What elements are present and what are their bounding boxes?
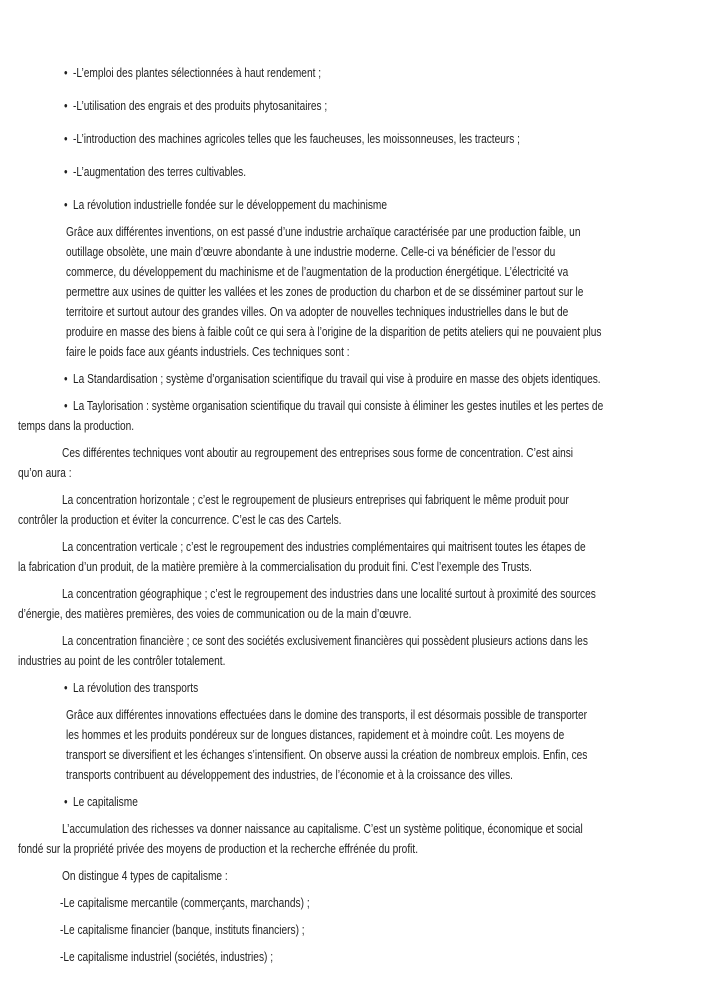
line-text: qu’on aura :	[18, 465, 72, 480]
bullet-item	[18, 396, 708, 436]
line-text: temps dans la production.	[18, 418, 135, 433]
text-run	[18, 416, 134, 436]
bullet-icon: •	[64, 371, 68, 386]
text-line	[18, 920, 708, 940]
bullet-item	[18, 678, 708, 698]
bullet-icon: •	[64, 398, 68, 413]
text-line	[18, 302, 708, 322]
bullet-icon: •	[64, 98, 68, 113]
line-text: La Taylorisation : système organisation scientifique du travail qui consiste à éliminer les gestes inutiles et les pertes de	[73, 398, 604, 413]
text-run	[62, 866, 228, 886]
line-text: d’énergie, des matières premières, des voies de communication ou de la main d’œuvre.	[18, 606, 412, 621]
line-text: La Standardisation ; système d’organisation scientifique du travail qui vise à produire en masse des objets identiques.	[73, 371, 601, 386]
line-text: La concentration géographique ; c’est le regroupement des industries dans une localité surtout à proximité des sources	[62, 586, 596, 601]
text-run	[62, 631, 588, 651]
text-line	[18, 242, 708, 262]
text-run	[64, 195, 387, 215]
text-run	[66, 705, 587, 725]
indented-paragraph	[18, 222, 708, 362]
text-line	[18, 604, 708, 624]
bullet-item	[18, 792, 708, 812]
indented-paragraph	[18, 705, 708, 785]
line-text: Grâce aux différentes inventions, on est passé d’une industrie archaïque caractérisée par une production faible, un	[66, 224, 581, 239]
text-line	[18, 631, 708, 651]
text-line	[18, 282, 708, 302]
dash-item	[18, 947, 708, 967]
text-line	[18, 792, 708, 812]
paragraph	[18, 537, 708, 577]
text-run	[62, 819, 583, 839]
text-line	[18, 866, 708, 886]
text-line	[18, 839, 708, 859]
text-run	[66, 342, 350, 362]
text-line	[18, 705, 708, 725]
text-run	[64, 678, 198, 698]
text-run	[64, 396, 603, 416]
text-line	[18, 947, 708, 967]
line-text: territoire et surtout autour des grandes villes. On va adopter de nouvelles techniques industrielles dans le but de	[66, 304, 569, 319]
text-run	[62, 490, 569, 510]
text-run	[64, 129, 520, 149]
text-line	[18, 745, 708, 765]
text-run	[66, 765, 513, 785]
line-text: les hommes et les produits pondéreux sur de longues distances, rapidement et à moindre coût. Les moyens de	[66, 727, 565, 742]
line-text: La révolution industrielle fondée sur le développement du machinisme	[73, 197, 387, 212]
line-text: -Le capitalisme mercantile (commerçants, marchands) ;	[60, 895, 310, 910]
text-line	[18, 490, 708, 510]
bullet-item	[18, 162, 708, 182]
line-text: -L’introduction des machines agricoles telles que les faucheuses, les moissonneuses, les tracteurs ;	[73, 131, 520, 146]
paragraph	[18, 819, 708, 859]
text-line	[18, 893, 708, 913]
bullet-item	[18, 369, 708, 389]
text-run	[66, 725, 564, 745]
text-line	[18, 819, 708, 839]
line-text: -Le capitalisme financier (banque, instituts financiers) ;	[60, 922, 305, 937]
text-run	[62, 584, 596, 604]
line-text: La concentration verticale ; c’est le regroupement des industries complémentaires qui maitrisent toutes les étapes de	[62, 539, 586, 554]
text-run	[18, 839, 418, 859]
text-run	[66, 282, 583, 302]
line-text: Ces différentes techniques vont aboutir au regroupement des entreprises sous forme de concentration. C’est ainsi	[62, 445, 574, 460]
text-line	[18, 416, 708, 436]
text-line	[18, 765, 708, 785]
line-text: industries au point de les contrôler totalement.	[18, 653, 226, 668]
text-run	[64, 96, 327, 116]
text-line	[18, 725, 708, 745]
paragraph	[18, 490, 708, 530]
line-text: Grâce aux différentes innovations effectuées dans le domine des transports, il est désormais possible de transporter	[66, 707, 588, 722]
line-text: La concentration financière ; ce sont des sociétés exclusivement financières qui possèdent plusieurs actions dans les	[62, 633, 588, 648]
text-run	[18, 651, 225, 671]
bullet-item	[18, 96, 708, 116]
line-text: -Le capitalisme industriel (sociétés, industries) ;	[60, 949, 274, 964]
text-line	[18, 96, 708, 116]
text-line	[18, 443, 708, 463]
text-line	[18, 342, 708, 362]
bullet-item	[18, 129, 708, 149]
text-line	[18, 584, 708, 604]
text-run	[18, 463, 72, 483]
line-text: produire en masse des biens à faible coût ce qui sera à l’origine de la disparition de petits ateliers qui ne pouvaient plus	[66, 324, 602, 339]
text-line	[18, 396, 708, 416]
text-line	[18, 262, 708, 282]
text-line	[18, 557, 708, 577]
line-text: fondé sur la propriété privée des moyens de production et la recherche effrénée du profit.	[18, 841, 419, 856]
text-run	[66, 242, 555, 262]
text-run	[66, 745, 587, 765]
line-text: L’accumulation des richesses va donner naissance au capitalisme. C’est un système politique, économique et social	[62, 821, 583, 836]
text-run	[18, 557, 532, 577]
bullet-item	[18, 195, 708, 215]
text-run	[18, 510, 342, 530]
line-text: faire le poids face aux géants industriels. Ces techniques sont :	[66, 344, 350, 359]
line-text: outillage obsolète, une main d’œuvre abondante à une industrie moderne. Celle-ci va bénéficier de l’essor du	[66, 244, 556, 259]
line-text: La révolution des transports	[73, 680, 199, 695]
text-run	[18, 604, 411, 624]
text-line	[18, 222, 708, 242]
bullet-icon: •	[64, 680, 68, 695]
text-run	[64, 369, 601, 389]
line-text: La concentration horizontale ; c’est le regroupement de plusieurs entreprises qui fabriquent le même produit pour	[62, 492, 569, 507]
dash-item	[18, 893, 708, 913]
text-line	[18, 651, 708, 671]
text-run	[64, 162, 246, 182]
text-line	[18, 195, 708, 215]
text-run	[64, 63, 321, 83]
bullet-icon: •	[64, 131, 68, 146]
text-line	[18, 369, 708, 389]
line-text: la fabrication d’un produit, de la matière première à la commercialisation du produit fini. C’est l’exemple des Trusts.	[18, 559, 533, 574]
line-text: Le capitalisme	[73, 794, 138, 809]
text-run	[66, 262, 568, 282]
line-text: transport se diversifient et les échanges s’intensifient. On observe aussi la création de nombreux emplois. Enfin, ces	[66, 747, 588, 762]
text-line	[18, 463, 708, 483]
bullet-item	[18, 63, 708, 83]
paragraph	[18, 443, 708, 483]
bullet-icon: •	[64, 65, 68, 80]
text-run	[62, 537, 586, 557]
text-run	[62, 443, 573, 463]
text-line	[18, 510, 708, 530]
bullet-icon: •	[64, 164, 68, 179]
line-text: contrôler la production et éviter la concurrence. C’est le cas des Cartels.	[18, 512, 342, 527]
bullet-icon: •	[64, 794, 68, 809]
text-line	[18, 678, 708, 698]
line-text: permettre aux usines de quitter les vallées et les zones de production du charbon et de se disséminer partout sur le	[66, 284, 584, 299]
text-run	[60, 893, 310, 913]
line-text: -L’emploi des plantes sélectionnées à haut rendement ;	[73, 65, 322, 80]
paragraph	[18, 866, 708, 886]
paragraph	[18, 631, 708, 671]
line-text: -L’utilisation des engrais et des produits phytosanitaires ;	[73, 98, 328, 113]
line-text: -L’augmentation des terres cultivables.	[73, 164, 247, 179]
line-text: transports contribuent au développement des industries, de l’économie et à la croissance des villes.	[66, 767, 513, 782]
bullet-icon: •	[64, 197, 68, 212]
text-line	[18, 129, 708, 149]
text-line	[18, 162, 708, 182]
text-line	[18, 322, 708, 342]
text-run	[64, 792, 138, 812]
text-line	[18, 63, 708, 83]
text-line	[18, 537, 708, 557]
text-run	[66, 222, 580, 242]
text-run	[66, 322, 601, 342]
document-content	[18, 63, 708, 967]
text-run	[60, 920, 305, 940]
line-text: On distingue 4 types de capitalisme :	[62, 868, 228, 883]
paragraph	[18, 584, 708, 624]
line-text: commerce, du développement du machinisme et de l’augmentation de la production énergétique. L’électricité va	[66, 264, 569, 279]
text-run	[60, 947, 273, 967]
dash-item	[18, 920, 708, 940]
text-run	[66, 302, 568, 322]
